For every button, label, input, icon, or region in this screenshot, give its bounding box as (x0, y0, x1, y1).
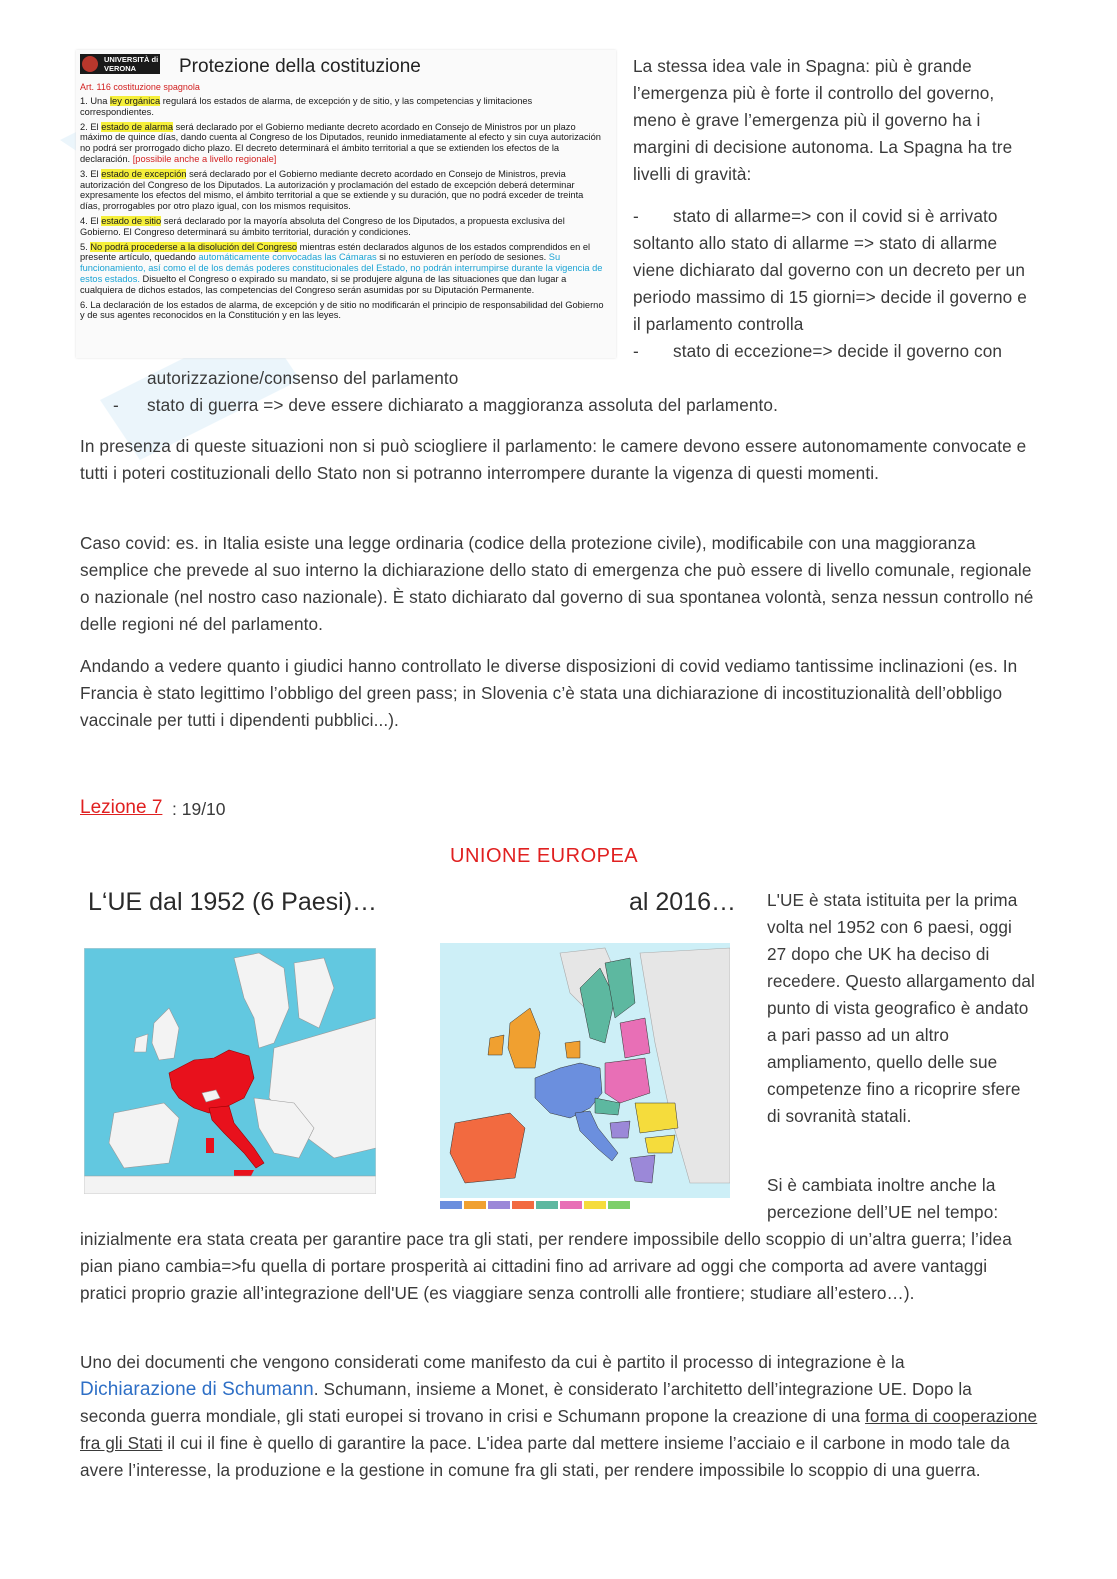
schumann-paragraph: Uno dei documenti che vengono considerati come manifesto da cui è partito il processo di integrazione è la Dichiarazione di Schumann. Schumann, insieme a Monet, è considerato l’architetto dell’integrazione UE. Dopo la seconda guerra mondiale, gli stati europei si trovano in crisi e Schumann propone la creazione di una forma di cooperazione fra gli Stati il cui il fine è quello di garantire la pace. L'idea parte dal mettere insieme l’acciaio e il carbone in modo tale da avere l’interesse, la produzione e la gestione in comune fra gli stati, per rendere impossibile lo scoppio di una guerra. (80, 1352, 1038, 1480)
paragraph-covid: Caso covid: es. in Italia esiste una legge ordinaria (codice della protezione civile), modificabile con una maggioranza semplice che prevede al suo interno la dichiarazione dello stato di emergenza che può essere di livello comunale, regionale o nazionale (nel nostro caso nazionale). È stato dichiarato dal governo di sua spontanea volontà, senza nessun controllo né delle regioni né del parlamento. (80, 533, 1034, 634)
eu-continuation: inizialmente era stata creata per garantire pace tra gli stati, per rendere impossibile dello scoppio di un’altra guerra; l’idea pian piano cambia=>fu quella di portare prosperità ai cittadini fino ad arrivare ad oggi che comporta ad avere vantaggi pratici proprio grazie all’integrazione dell'UE (es viaggiare senza controlli alle frontiere; studiare all’estero…). (80, 1229, 1012, 1303)
slide-article: Art. 116 costituzione spagnola (80, 82, 200, 92)
eu-side-text-2: Si è cambiata inoltre anche la percezione dell’UE nel tempo: (767, 1175, 999, 1222)
map-right-caption: al 2016… (629, 888, 737, 916)
paragraph-judges: Andando a vedere quanto i giudici hanno controllato le diverse disposizioni di covid vediamo tantissime inclinazioni (es. In Francia è stato legittimo l’obbligo del green pass; in Slovenia c’è stata una dichiarazione di incostituzionalità dell’obbligo vaccinale per tutti i dipendenti pubblici...). (80, 656, 1018, 730)
constitution-slide (76, 50, 616, 358)
university-logo (80, 54, 160, 74)
map-legend (440, 1201, 630, 1209)
bullet-eccezione-cont: autorizzazione/consenso del parlamento (147, 368, 459, 388)
bullet-guerra: - stato di guerra => deve essere dichiarato a maggioranza assoluta del parlamento. (113, 395, 778, 415)
university-crest-icon (82, 56, 98, 72)
section-title: UNIONE EUROPEA (450, 845, 639, 867)
map-eu-1952 (84, 948, 376, 1194)
slide-title: Protezione della costituzione (179, 56, 421, 77)
spain-intro: La stessa idea vale in Spagna: più è grande l’emergenza più è forte il controllo del governo, meno è grave l’emergenza più il governo ha i margini di decisione autonoma. La Spagna ha tre livelli di gravità: (633, 56, 1013, 184)
lesson-date: : 19/10 (172, 799, 226, 819)
bullet-eccezione: - stato di eccezione=> decide il governo con (633, 341, 1003, 361)
map-left-caption: L‘UE dal 1952 (6 Paesi)… (88, 888, 378, 916)
paragraph-parliament: In presenza di queste situazioni non si può sciogliere il parlamento: le camere devono essere autonomamente convocate e tutti i poteri costituzionali dello Stato non si potranno interrompere durante la vigenza di questi momenti. (80, 436, 1027, 483)
bullet-allarme: - stato di allarme=> con il covid si è arrivato soltanto allo stato di allarme => stato di allarme viene dichiarato dal governo con un decreto per un periodo massimo di 15 giorni=> decide il governo e il parlamento controlla (633, 206, 1027, 334)
eu-side-text: L'UE è stata istituita per la prima volta nel 1952 con 6 paesi, oggi 27 dopo che UK ha deciso di recedere. Questo allargamento dal punto di vista geografico è andato a pari passo ad un altro ampliamento, quello delle sue competenze fino a ricoprire sfere di sovranità statali. (767, 890, 1035, 1126)
schumann-declaration-link: Dichiarazione di Schumann (80, 1379, 314, 1400)
lesson-label: Lezione 7 (80, 797, 163, 818)
map-eu-2016 (440, 943, 730, 1215)
logo-text: UNIVERSITÀ di VERONA (104, 55, 159, 73)
slide-body: 1. Una ley orgánica regulará los estados de alarma, de excepción y de sitio, y las competencias y limitaciones correspondientes. 2. El estado de alarma será declarado por el Gobierno mediante decreto acordado en Consejo de Ministros por un plazo máximo de quince días, dando cuenta al Congreso de los Diputados, reunido inmediatamente al efecto y sin cuya autorización no podrá ser prorrogado dicho plazo. El decreto determinará el ámbito territorial a que se extienden los efectos de la declaración. [possibile anche a livello regionale] 3. El estado de excepción será declarado por el Gobierno mediante decreto acordado en Consejo de Ministros, previa autorización del Congreso de los Diputados. La autorización y proclamación del estado de excepción deberá determinar expresamente los efectos del mismo, el ámbito territorial a que se extiende y su duración, que no podrá exceder de treinta días, prorrogables por otro plazo igual, con los mismos requisitos. 4. El estado de sitio será declarado por la mayoría absoluta del Congreso de los Diputados, a propuesta exclusiva del Gobierno. El Congreso determinará su ámbito territorial, duración y condiciones. 5. No podrá procederse a la disolución del Congreso mientras estén declarados algunos de los estados comprendidos en el presente artículo, quedando automáticamente convocadas las Cámaras si no estuvieren en período de sesiones. Su funcionamiento, así como el de los demás poderes constitucionales del Estado, no podrán interrumpirse durante la vigencia de estos estados. Disuelto el Congreso o expirado su mandato, si se produjere alguna de las situaciones que dan lugar a cualquiera de dichos estados, las competencias del Congreso serán asumidas por su Diputación Permanente. 6. La declaración de los estados de alarma, de excepción y de sitio no modificarán el principio de responsabilidad del Gobierno y de sus agentes reconocidos en la Constitución y en las leyes. (80, 96, 604, 321)
